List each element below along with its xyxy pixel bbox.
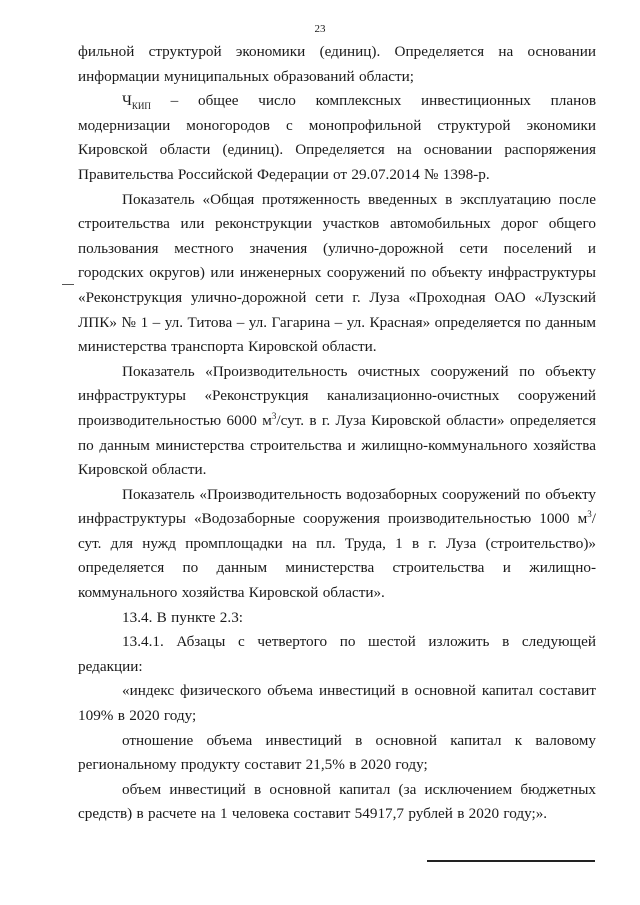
paragraph-continuation: фильной структурой экономики (единиц). Определяется на основании информации муниципальных образований области; [78,43,596,85]
kip-definition-text: – общее число комплексных инвестиционных планов модернизации моногородов с монопрофильной структурой экономики Кировской области (единиц). Определяется на основании распоряжения Правительства Российской Федерации от 29.07.2014 № 1398-р. [78,92,596,183]
page-number: 23 [314,23,326,35]
bottom-rule [427,860,595,862]
treatment-superscript: 3 [271,410,277,421]
paragraph-kip-definition [78,89,596,187]
paragraph-clause-13-4: 13.4. В пункте 2.3: [122,608,244,626]
treatment-text-start: Показатель «Производительность очистных сооружений по объекту инфраструктуры «Реконструкция канализационно-очистных сооружений производительностью 6000 м [78,362,596,429]
water-text-end: /сут. для нужд промплощадки на пл. Труда, 1 в г. Луза (строительство)» определяется по данным министерства строительства и жилищно-коммунального хозяйства Кировской области». [78,510,596,602]
kip-subscript: КИП [131,101,151,112]
treatment-text-end: /сут. в г. Луза Кировской области» определяется по данным министерства строительства и жилищно-коммунального хозяйства Кировской области. [78,411,597,479]
margin-mark [62,284,74,285]
paragraph-water-indicator [78,483,596,606]
paragraph-clause-13-4-1: 13.4.1. Абзацы с четвертого по шестой изложить в следующей редакции: [78,633,596,675]
paragraph-road-indicator: Показатель «Общая протяженность введенных в эксплуатацию после строительства или реконструкции участков автомобильных дорог общего пользования местного значения (улично-дорожной сети поселений и городских округов) или инженерных сооружений по объекту инфраструктуры «Реконструкция улично-дорожной сети г. Луза «Проходная ОАО «Лузский ЛПК» № 1 – ул. Титова – ул. Гагарина – ул. Красная» определяется по данным министерства транспорта Кировской области. [78,190,596,356]
kip-symbol: Ч [122,92,132,110]
water-superscript: 3 [587,509,592,520]
paragraph-investment-index: «индекс физического объема инвестиций в основной капитал составит 109% в 2020 году; [78,682,596,725]
paragraph-investment-per-capita: объем инвестиций в основной капитал (за исключением бюджетных средств) в расчете на 1 человека составит 54917,7 рублей в 2020 году;». [78,780,596,823]
document-body [78,40,596,827]
paragraph-investment-ratio: отношение объема инвестиций в основной капитал к валовому региональному продукту составит 21,5% в 2020 году; [78,731,596,774]
water-text-start: Показатель «Производительность водозаборных сооружений по объекту инфраструктуры «Водозаборные сооружения производительностью 1000 м [78,485,596,528]
paragraph-treatment-indicator [78,360,596,483]
